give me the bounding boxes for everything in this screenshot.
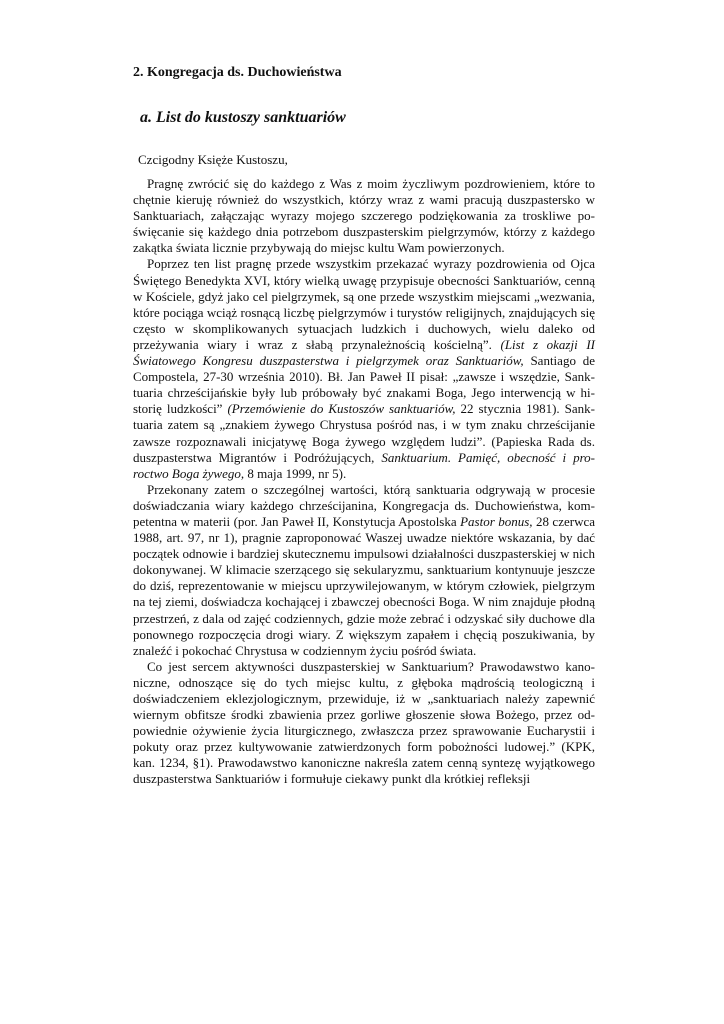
paragraph-text: Co jest sercem aktywności duszpasterskiej w Sanktuarium? Prawodawstwo kanoniczne, odnoszące się do tych miejsc kultu, z głęboka mądrością teologiczną i doświadczeniem eklezjologicznym, przewiduje, iż w „sanktuariach należy zapewnić wiernym obfitsze środki zbawienia przez gorliwe głoszenie słowa Bożego, przez odpowiednie ożywienie życia liturgicznego, zwłaszcza przez sprawowanie Eucharystii i pokuty oraz przez kultywowanie zatwierdzonych form pobożności ludowej.” (KPK, kan. 1234, §1). Prawodawstwo kanoniczne nakreśla zatem cenną syntezę wyjątkowego duszpasterstwa Sanktuariów i formułuje ciekawy punkt dla krótkiej refleksji [133, 658, 595, 787]
paragraph-text: Poprzez ten list pragnę przede wszystkim przekazać wyrazy pozdrowienia od Ojca Świętego Benedykta XVI, który wielką uwagę przypisuje obecności Sanktuariów, cenną w Kościele, gdyż jako cel pielgrzymek, są one przede wszystkim miejscami „wezwania, które pociąga wciąż rosnącą liczbę pielgrzymów i turystów religijnych, znajdujących się często w skomplikowanych sytuacjach ludzkich i duchowych, wielu daleko od przeżywania wiary i wraz z słabą przynależnością kościelną”. [133, 256, 595, 352]
paragraph-text: Przekonany zatem o szczególnej wartości, którą sanktuaria odgrywają w procesie doświadczania wiary każdego chrześcijanina, Kongregacja ds. Duchowieństwa, kompetentna w materii (por. Jan Paweł II, Konstytucja Apostolska [133, 481, 595, 529]
paragraph-text: Pragnę zwrócić się do każdego z Was z moim życzliwym pozdrowieniem, które to chętnie kieruję również do wszystkich, którzy wraz z wami pracują duszpastersko w Sanktuariach, załączając wyrazy mojego szczerego podziękowania za troskliwe poświęcanie się każdego dnia potrzebom duszpasterskim pielgrzymów, którzy z każdego zakątka świata licznie przybywają do miejsc kultu Wam powierzonych. [133, 176, 595, 256]
subsection-heading: a. List do kustoszy sanktuariów [140, 109, 346, 126]
paragraph-text: 28 czerwca 1988, art. 97, nr 1), pragnie zaproponować Waszej uwadze niektóre wskazania, by dać początek odnowie i bardziej skutecznemu impulsowi działalności duszpasterskiej w nich dokonywanej. W klimacie szerzącego się sekularyzmu, sanktuarium kontynuuje jeszcze do dziś, reprezentowanie w miejscu uprzywilejowanym, w którym człowiek, pielgrzym na tej ziemi, doświadcza kochającej i zbawczej obecności Boga. W nim znajduje płodną przestrzeń, z dala od zajęć codziennych, gdzie może zebrać i odzyskać siły duchowe dla ponownego rozpoczęcia drogi wiary. Z większym zapałem i chęcią poszukiwania, by znaleźć i pokochać Chrystusa w codziennym życiu pośród świata. [133, 513, 595, 658]
paragraph-text: Santiago de Compostela, 27-30 września 2010). Bł. Jan Paweł II pisał: „zawsze i wszędzie, Sanktuaria chrześcijańskie były lub próbowały być znakami Boga, Jego interwencją w historię ludzkości” [133, 353, 595, 417]
italic-citation: (Przemówienie do Kustoszów sanktuariów, [227, 401, 456, 417]
body-paragraph [133, 176, 595, 256]
italic-citation: (List z okazji II Światowego Kongresu duszpasterstwa i pielgrzymek oraz Sanktuariów, [133, 336, 595, 369]
body-paragraph [133, 659, 595, 788]
paragraph-text: 8 maja 1999, nr 5). [244, 465, 347, 481]
salutation: Czcigodny Księże Kustoszu, [138, 152, 288, 167]
paragraph-text: 22 stycznia 1981). Sanktuaria zatem są „znakiem żywego Chrystusa pośród nas, i w tym znaku chrześcijanie zawsze rozpoznawali inicjatywę Boga żywego względem ludzi”. (Papieska Rada ds. duszpasterstwa Migrantów i Podróżujących, [133, 401, 595, 465]
letter-body [133, 176, 595, 788]
body-paragraph [133, 256, 595, 481]
page-content [133, 54, 595, 788]
body-paragraph [133, 482, 595, 659]
italic-citation: Pastor bonus, [460, 513, 533, 529]
italic-citation: Sanktuarium. Pamięć, obecność i proroctwo Boga żywego, [133, 449, 595, 481]
section-heading: 2. Kongregacja ds. Duchowieństwa [133, 65, 342, 80]
